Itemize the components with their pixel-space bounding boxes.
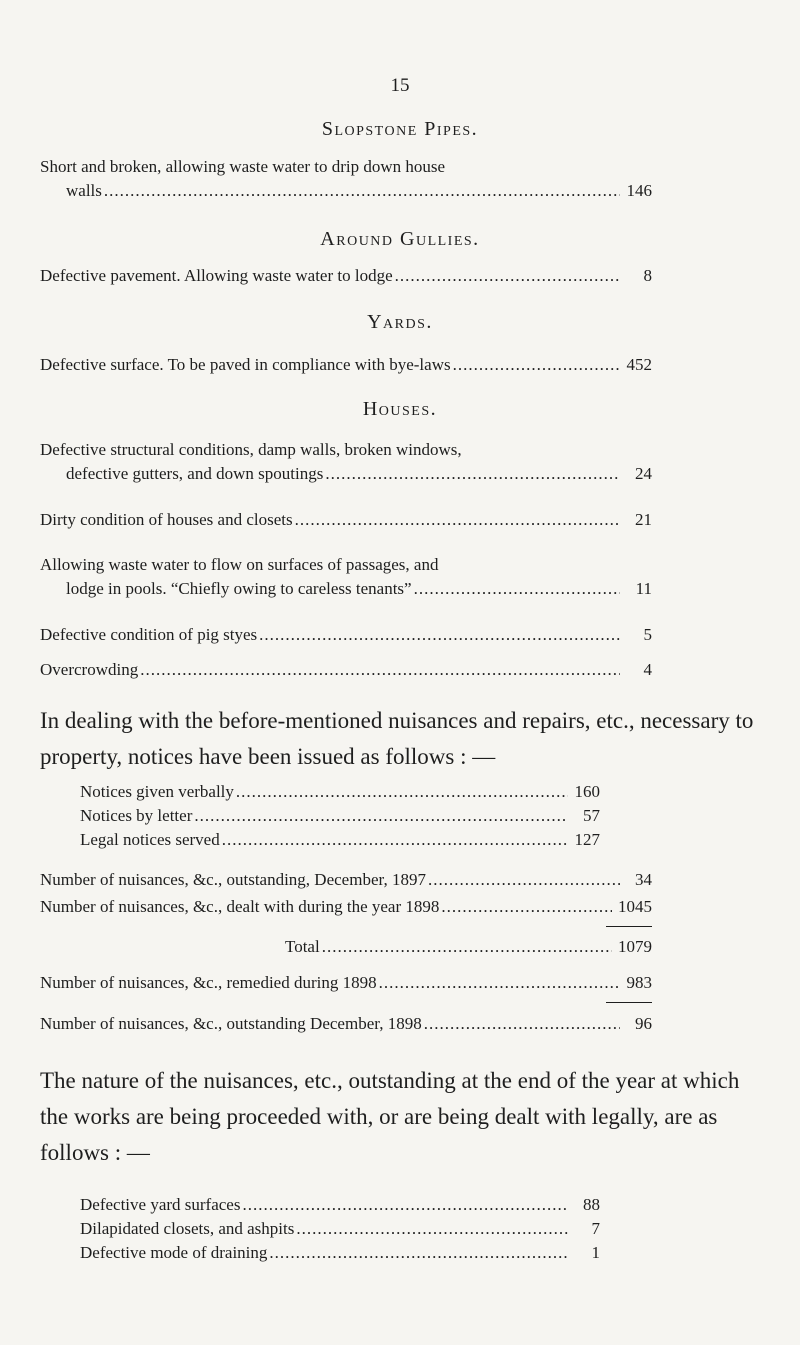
summary-outstanding-1897-value: 34 [635,870,652,889]
section-heading-slopstone: Slopstone Pipes. [321,118,479,140]
yards-row [40,353,652,377]
leader-dots [296,1217,568,1241]
summary-outstanding-1898 [40,1012,652,1036]
houses-item-1-line1: Defective structural conditions, damp walls, broken windows, [40,440,462,459]
leader-dots [104,179,620,203]
notice-3-label: Legal notices served [80,830,220,849]
outstanding-3-label: Defective mode of draining [80,1243,268,1262]
houses-item-4-row [40,623,652,647]
slopstone-line1: Short and broken, allowing waste water to drip down house [40,157,446,176]
notice-row-2 [80,804,600,828]
leader-dots [194,804,568,828]
houses-item-5-row [40,658,652,682]
summary-remedied-1898-label: Number of nuisances, &c., remedied during 1898 [40,973,377,992]
outstanding-row-2 [80,1217,600,1241]
summary-row [40,971,652,995]
houses-item-2-label: Dirty condition of houses and closets [40,510,293,529]
leader-dots [222,828,568,852]
notice-2-value: 57 [583,806,600,825]
outstanding-2-value: 7 [591,1219,600,1238]
notice-1-label: Notices given verbally [80,782,234,801]
houses-item-4-value: 5 [643,625,652,644]
leader-dots [453,353,620,377]
houses-item-3 [40,553,652,601]
yards-label: Defective surface. To be paved in compliance with bye-laws [40,355,451,374]
summary-remedied-1898-value: 983 [626,973,652,992]
houses-item-1 [40,438,652,486]
section-heading-houses: Houses. [362,398,438,420]
leader-dots [428,868,620,892]
summary-total [285,935,652,959]
gullies-entry [40,264,652,288]
slopstone-line2: walls [66,181,102,200]
houses-item-1-row [40,462,652,486]
leader-dots [322,935,612,959]
outstanding-1-value: 88 [583,1195,600,1214]
houses-item-3-line1: Allowing waste water to flow on surfaces of passages, and [40,555,439,574]
leader-dots [295,508,620,532]
summary-outstanding-1897-label: Number of nuisances, &c., outstanding, December, 1897 [40,870,426,889]
houses-item-1-value: 24 [635,464,652,483]
leader-dots [424,1012,620,1036]
summary-row [40,895,652,919]
paragraph-notices-intro: In dealing with the before-mentioned nuisances and repairs, etc., necessary to property, notices have been issued as follows : — [40,708,754,769]
leader-dots [441,895,612,919]
outstanding-3-value: 1 [591,1243,600,1262]
summary-row [285,935,652,959]
summary-dealt-1898 [40,895,652,919]
leader-dots [242,1193,568,1217]
notice-1-value: 160 [574,782,600,801]
notice-row-3 [80,828,600,852]
summary-outstanding-1897 [40,868,652,892]
leader-dots [236,780,568,804]
paragraph-outstanding-intro: The nature of the nuisances, etc., outstanding at the end of the year at which the works are being proceeded with, or are being dealt with legally, are as follows : — [40,1068,740,1165]
houses-item-1-line2: defective gutters, and down spoutings [66,464,324,483]
notice-3-value: 127 [574,830,600,849]
gullies-value: 8 [643,266,652,285]
summary-row [40,1012,652,1036]
houses-item-2-row [40,508,652,532]
outstanding-row-3 [80,1241,600,1265]
summary-outstanding-1898-label: Number of nuisances, &c., outstanding December, 1898 [40,1014,422,1033]
summary-dealt-1898-value: 1045 [618,897,652,916]
summary-row [40,868,652,892]
page-number: 15 [390,75,410,96]
yards-value: 452 [626,355,652,374]
summary-total-value: 1079 [618,937,652,956]
houses-item-5-value: 4 [643,660,652,679]
difference-rule [606,1002,652,1003]
slopstone-row [40,179,652,203]
notices-list [80,780,600,852]
notice-row-1 [80,780,600,804]
slopstone-entry [40,155,652,203]
outstanding-items-list [80,1193,600,1265]
outstanding-2-label: Dilapidated closets, and ashpits [80,1219,295,1238]
summary-outstanding-1898-value: 96 [635,1014,652,1033]
houses-item-3-value: 11 [635,579,652,598]
leader-dots [259,623,620,647]
summary-total-label: Total [285,937,320,956]
leader-dots [414,577,620,601]
notice-2-label: Notices by letter [80,806,193,825]
summary-remedied-1898 [40,971,652,995]
sum-rule [606,926,652,927]
houses-item-4-label: Defective condition of pig styes [40,625,258,644]
outstanding-1-label: Defective yard surfaces [80,1195,241,1214]
section-heading-gullies: Around Gullies. [320,228,480,250]
slopstone-value: 146 [626,181,652,200]
summary-dealt-1898-label: Number of nuisances, &c., dealt with during the year 1898 [40,897,440,916]
houses-item-2-value: 21 [635,510,652,529]
outstanding-row-1 [80,1193,600,1217]
yards-entry [40,353,652,377]
houses-item-4 [40,623,652,647]
section-heading-yards: Yards. [367,311,433,333]
gullies-label: Defective pavement. Allowing waste water to lodge [40,266,393,285]
houses-item-3-row [40,577,652,601]
houses-item-2 [40,508,652,532]
houses-item-5 [40,658,652,682]
gullies-row [40,264,652,288]
leader-dots [379,971,620,995]
houses-item-3-line2: lodge in pools. “Chiefly owing to careless tenants” [66,579,412,598]
leader-dots [269,1241,568,1265]
leader-dots [395,264,620,288]
houses-item-5-label: Overcrowding [40,660,139,679]
leader-dots [325,462,620,486]
leader-dots [140,658,620,682]
